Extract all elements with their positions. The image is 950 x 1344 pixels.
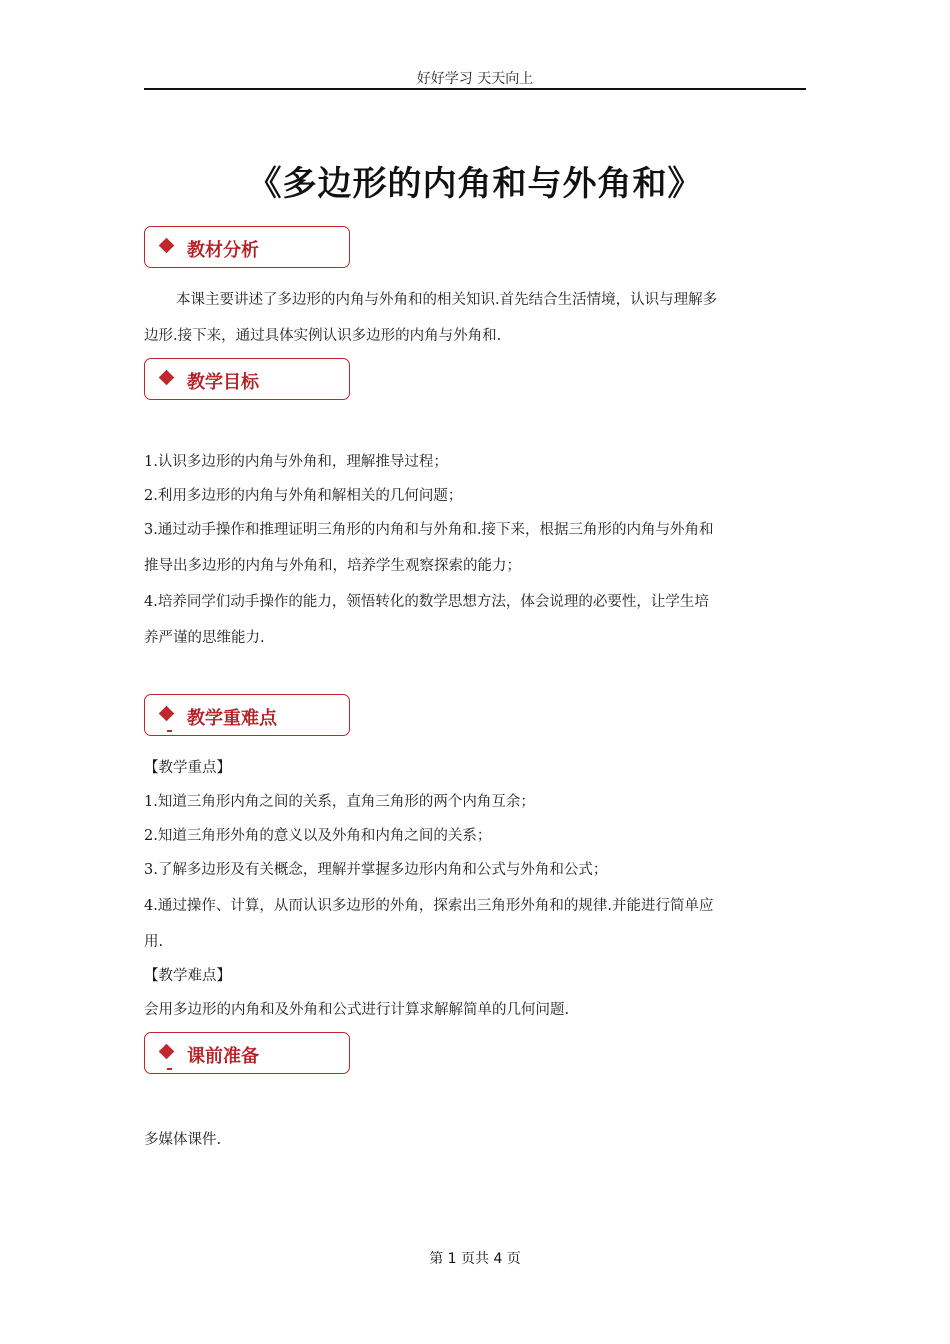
focus-item-1: 1.知道三角形内角之间的关系，直角三角形的两个内角互余； xyxy=(144,794,535,810)
focus-item-4-line-1: 4.通过操作、计算，从而认识多边形的外角，探索出三角形外角和的规律.并能进行简单应 xyxy=(144,898,714,914)
diamond-bullet-icon xyxy=(159,238,175,254)
header-rule xyxy=(144,88,806,90)
section-header-materials xyxy=(144,226,350,268)
decorative-mark xyxy=(167,730,172,732)
section-title-materials: 教材分析 xyxy=(187,240,259,261)
preparation-text: 多媒体课件. xyxy=(144,1132,222,1148)
page-number: 第 1 页共 4 页 xyxy=(429,1251,521,1267)
objective-item-4-line-2: 养严谨的思维能力. xyxy=(144,630,265,646)
decorative-mark xyxy=(167,1068,172,1070)
focus-item-3: 3.了解多边形及有关概念，理解并掌握多边形内角和公式与外角和公式； xyxy=(144,862,608,878)
objective-item-3-line-1: 3.通过动手操作和推理证明三角形的内角和与外角和.接下来，根据三角形的内角与外角和 xyxy=(144,522,714,538)
section-title-objectives: 教学目标 xyxy=(187,372,259,393)
section-title-preparation: 课前准备 xyxy=(187,1046,259,1067)
section-header-preparation xyxy=(144,1032,350,1074)
focus-heading: 【教学重点】 xyxy=(144,760,231,776)
page-header: 好好学习 天天向上 xyxy=(416,71,534,87)
analysis-line-1: 本课主要讲述了多边形的内角与外角和的相关知识.首先结合生活情境，认识与理解多 xyxy=(176,292,718,308)
document-title: 《多边形的内角和与外角和》 xyxy=(247,164,703,204)
diamond-bullet-icon xyxy=(159,370,175,386)
focus-item-4-line-2: 用. xyxy=(144,934,164,950)
section-header-key-points xyxy=(144,694,350,736)
analysis-line-2: 边形.接下来，通过具体实例认识多边形的内角与外角和. xyxy=(144,328,502,344)
objective-item-4-line-1: 4.培养同学们动手操作的能力，领悟转化的数学思想方法，体会说理的必要性，让学生培 xyxy=(144,594,709,610)
section-header-objectives xyxy=(144,358,350,400)
objective-item-2: 2.利用多边形的内角与外角和解相关的几何问题； xyxy=(144,488,463,504)
difficulty-text: 会用多边形的内角和及外角和公式进行计算求解解简单的几何问题. xyxy=(144,1002,570,1018)
objective-item-3-line-2: 推导出多边形的内角与外角和，培养学生观察探索的能力； xyxy=(144,558,521,574)
difficulty-heading: 【教学难点】 xyxy=(144,968,231,984)
diamond-bullet-icon xyxy=(159,706,175,722)
objective-item-1: 1.认识多边形的内角与外角和，理解推导过程； xyxy=(144,454,448,470)
focus-item-2: 2.知道三角形外角的意义以及外角和内角之间的关系； xyxy=(144,828,492,844)
section-title-key-points: 教学重难点 xyxy=(187,708,277,729)
diamond-bullet-icon xyxy=(159,1044,175,1060)
